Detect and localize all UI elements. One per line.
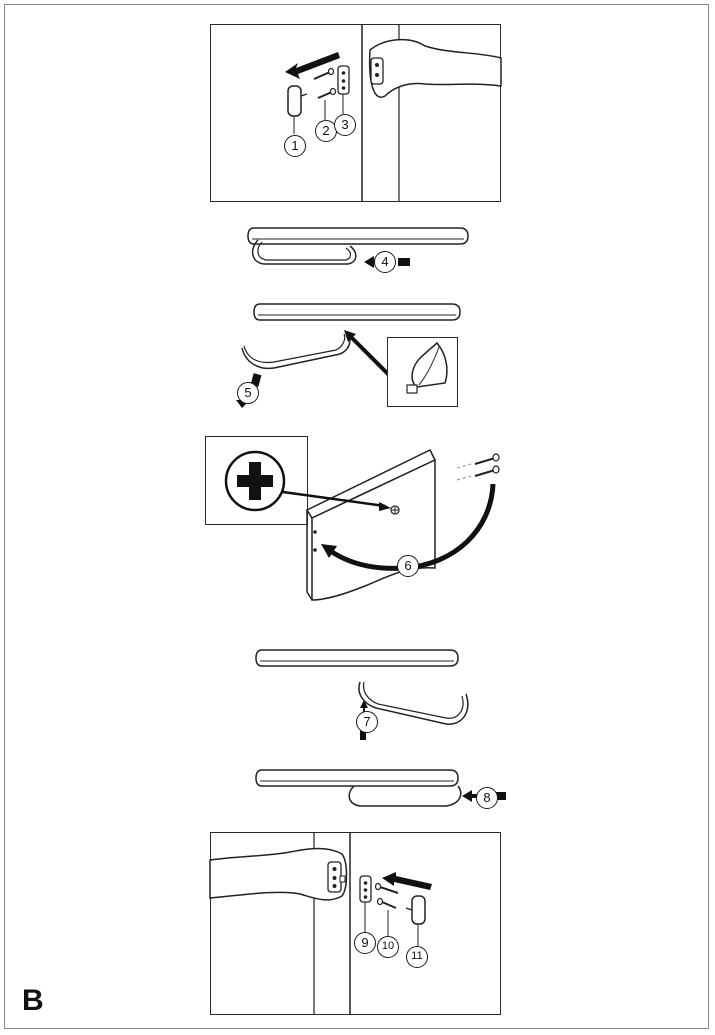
callout-10: 10 <box>377 936 399 958</box>
screw-icon <box>376 884 399 894</box>
screw-icon <box>318 89 336 99</box>
handle-slide-in-illustration <box>250 764 515 824</box>
solid-arrow-icon <box>382 872 432 890</box>
handle-end-detail-illustration <box>387 337 458 407</box>
screw-icon <box>378 899 397 909</box>
door-hinge-bottom-illustration <box>210 832 501 1015</box>
callout-8: 8 <box>476 787 498 809</box>
callout-3: 3 <box>334 114 356 136</box>
callout-4: 4 <box>374 251 396 273</box>
handle-slide-out-illustration <box>240 218 480 278</box>
callout-11: 11 <box>406 946 428 968</box>
screw-icon <box>475 466 499 476</box>
door-hinge-top-illustration <box>210 24 501 202</box>
section-letter: B <box>22 984 44 1017</box>
callout-1: 1 <box>284 135 306 157</box>
screw-icon <box>475 454 499 464</box>
door-reversal-illustration <box>285 440 505 615</box>
callout-5: 5 <box>237 382 259 404</box>
callout-9: 9 <box>354 932 376 954</box>
screw-icon <box>314 69 334 80</box>
callout-6: 6 <box>397 555 419 577</box>
callout-7: 7 <box>356 711 378 733</box>
callout-2: 2 <box>315 120 337 142</box>
